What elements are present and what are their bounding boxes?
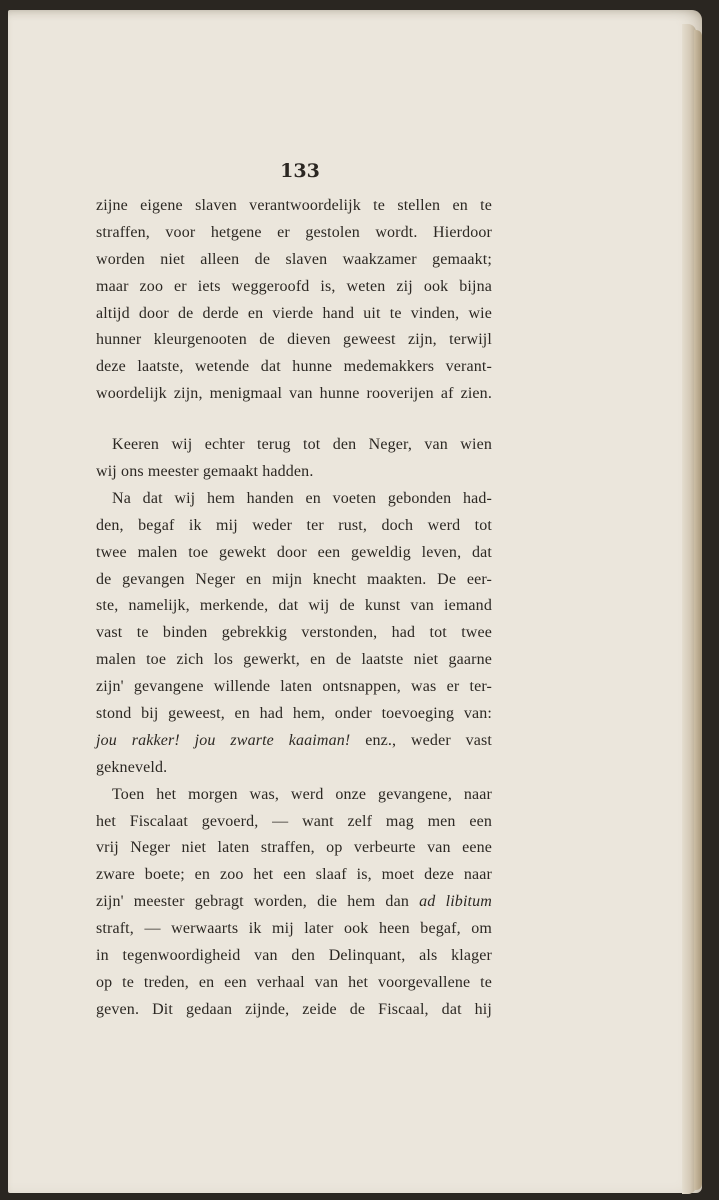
text-line: wij ons meester gemaakt hadden. [96, 463, 314, 481]
text-line: Toen het morgen was, werd onze gevangene, naar [112, 785, 492, 803]
text-line: zijne eigene slaven verantwoordelijk te stellen en te [96, 197, 492, 214]
text-line: ste, namelijk, merkende, dat wij de kunst van iemand [96, 597, 492, 615]
body-text [96, 193, 492, 1024]
text-line: malen toe zich los gewerkt, en de laatste niet gaarne [96, 651, 492, 669]
text-line: maar zoo er iets weggeroofd is, weten zij ook bijna [96, 277, 492, 295]
text-line: zware boete; en zoo het een slaaf is, moet deze naar [96, 866, 492, 884]
text-line: vast te binden gebrekkig verstonden, had tot twee [96, 624, 492, 642]
book-page [8, 10, 702, 1193]
paragraph-gap [96, 408, 492, 432]
text-line: woordelijk zijn, menigmaal van hunne rooverijen af zien. [96, 385, 492, 403]
page-edge-shadow [694, 30, 702, 1190]
text-line: gekneveld. [96, 758, 168, 776]
text-line: den, begaf ik mij weder ter rust, doch werd tot [96, 516, 492, 534]
text-line: in tegenwoordigheid van den Delinquant, als klager [96, 947, 492, 965]
page-number: 133 [280, 160, 320, 182]
text-line [96, 889, 492, 916]
text-line: het Fiscalaat gevoerd, — want zelf mag men een [96, 812, 492, 830]
text-line: straffen, voor hetgene er gestolen wordt. Hierdoor [96, 223, 492, 241]
italic-phrase: ad libitum [419, 893, 492, 911]
text-line: Na dat wij hem handen en voeten gebonden had- [112, 489, 492, 507]
text-line: altijd door de derde en vierde hand uit te vinden, wie [96, 304, 492, 322]
text-fragment: zijn' meester gebragt worden, die hem dan [96, 893, 420, 911]
text-line: geven. Dit gedaan zijnde, zeide de Fiscaal, dat hij [96, 1000, 492, 1018]
text-line [96, 728, 492, 755]
text-line: deze laatste, wetende dat hunne medemakkers verant- [96, 358, 492, 376]
text-line: zijn' gevangene willende laten ontsnappen, was er ter- [96, 678, 492, 696]
text-line: de gevangen Neger en mijn knecht maakten. De eer- [96, 570, 492, 588]
text-line: Keeren wij echter terug tot den Neger, van wien [112, 436, 492, 454]
text-line: vrij Neger niet laten straffen, op verbeurte van eene [96, 839, 492, 857]
text-line: stond bij geweest, en had hem, onder toevoeging van: [96, 705, 492, 723]
text-line: hunner kleurgenooten de dieven geweest zijn, terwijl [96, 331, 492, 349]
text-line: worden niet alleen de slaven waakzamer gemaakt; [96, 250, 492, 268]
text-line: op te treden, en een verhaal van het voorgevallene te [96, 973, 492, 991]
italic-phrase: jou rakker! jou zwarte kaaiman! [96, 731, 351, 749]
text-line: twee malen toe gewekt door een geweldig leven, dat [96, 543, 492, 561]
text-line: straft, — werwaarts ik mij later ook heen begaf, om [96, 920, 492, 938]
text-fragment: enz., weder vast [350, 731, 492, 749]
